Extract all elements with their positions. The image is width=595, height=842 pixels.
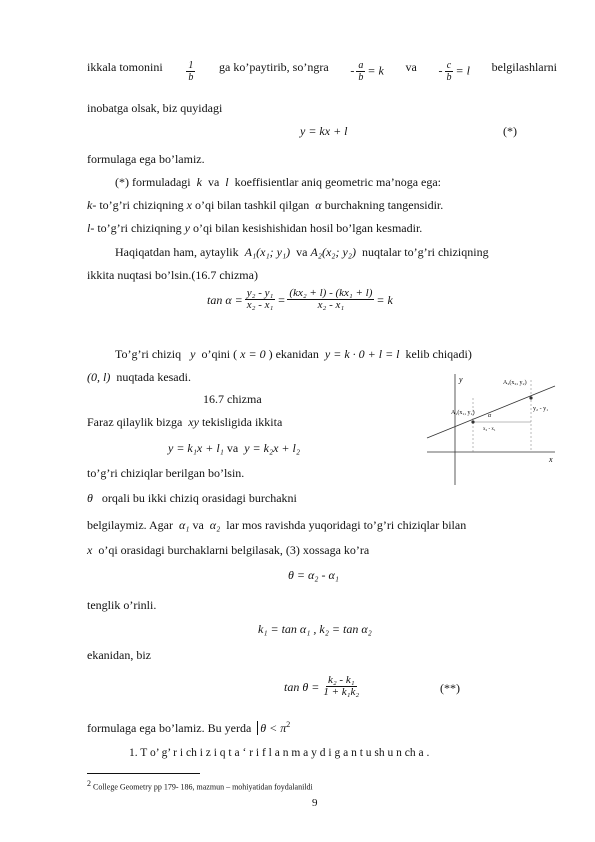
text-line-17: tenglik o’rinli. <box>87 598 157 612</box>
text-line-14: θ orqali bu ikki chiziq orasidagi burchakni <box>87 491 297 505</box>
fraction-one-over-b: $\frac{1}{b}$ <box>188 60 194 83</box>
figure-16-7 <box>423 370 558 490</box>
text-line-18: ekanidan, biz <box>87 648 151 662</box>
equation-line-form: y = kx + l <box>300 124 348 138</box>
footnote-rule <box>87 773 200 774</box>
text-line-9: To’g’ri chiziq y o’qini ( x = 0 ) ekanidan y = k · 0 + l = l kelib chiqadi) <box>115 347 472 361</box>
point-a1 <box>471 420 474 423</box>
label-angle: α <box>488 413 492 419</box>
page-number: 9 <box>312 797 318 809</box>
text-line-19: formulaga ega bo’lamiz. Bu yerda $\theta < \pi^2$ <box>87 720 291 735</box>
expr-c-over-b: - $\frac{c}{b}$ = l <box>438 60 470 83</box>
text-line-8: ikkita nuqtasi bo’lsin.(16.7 chizma) <box>87 268 258 282</box>
label-dx: x₂ - x₁ <box>483 427 496 432</box>
text-line-15: belgilaymiz. Agar α₁ va α₂ lar mos ravishda yuqoridagi to’g’ri chiziqlar bilan <box>87 518 467 532</box>
text-line-4: (*) formuladagi k va l koeffisientlar aniq geometric ma’noga ega: <box>115 175 442 189</box>
text-line-16: x o’qi orasidagi burchaklarni belgilasak, (3) xossaga ko’ra <box>87 543 370 557</box>
footnote-reference: 2 <box>286 720 291 729</box>
footnote: $^2$ College Geometry pp 179- 186, mazmun – mohiyatidan foydalanildi <box>87 779 313 792</box>
text-line-2: inobatga olsak, biz quyidagi <box>87 101 223 115</box>
equation-theta: θ = α₂ - α₁ <box>288 568 339 582</box>
point-a2 <box>529 396 532 399</box>
text-line-13: to’g’ri chiziqlar berilgan bo’lsin. <box>87 466 245 480</box>
equation-tan-alpha: tan α = $\frac{\text{y₂ - y₁}}{\text{x₂ - x₁}}$ = $\frac{\text{(kx₂ + l) - (kx₁ + l)}}{\text{x₂ - x₁}}$ = k <box>207 287 393 311</box>
text-line-3: formulaga ega bo’lamiz. <box>87 152 205 166</box>
figure-caption: 16.7 chizma <box>203 392 262 406</box>
axis-label-x: x <box>549 455 553 464</box>
equation-k-tan: k₁ = tan α₁ , k₂ = tan α₂ <box>258 622 372 636</box>
text-line-6: l- to’g’ri chiziqning y o’qi bilan kesishishidan hosil bo’lgan kesmadir. <box>87 221 423 235</box>
text-line-10: (0, l) nuqtada kesadi. <box>87 370 191 384</box>
expr-a-over-b: - $\frac{a}{b}$ = k <box>350 60 384 83</box>
text-line-7: Haqiqatdan ham, aytaylik A₁(x₁; y₁) va A₂(x₂; y₂) nuqtalar to’g’ri chiziqning <box>115 245 489 259</box>
text-line-11: Faraz qilaylik bizga xy tekisligida ikkita <box>87 415 283 429</box>
label-dy: y₂ - y₁ <box>533 406 549 412</box>
text-line-12: y = k₁x + l₁ va y = k₂x + l₂ <box>168 441 301 455</box>
axis-label-y: y <box>459 375 463 384</box>
equation-tan-theta: tan θ = $\frac{\text{k₂ - k₁}}{\text{1 + k₁k₂}}$ <box>284 674 360 698</box>
label-a1: A₁(x₁, y₁) <box>451 410 475 416</box>
text-line-5: k- to’g’ri chiziqning x o’qi bilan tashkil qilgan α burchakning tangensidir. <box>87 198 444 212</box>
equation-number-star: (*) <box>503 124 517 138</box>
text-line-20: 1. T o’ g’ r i ch i z i q t a ‘ r i f l a n m a y d i g a n t u sh u n ch a . <box>129 747 430 759</box>
equation-number-double-star: (**) <box>440 681 460 695</box>
text-line-1: ikkala tomonini $\frac{1}{b}$ ga ko’paytirib, so’ngra - $\frac{a}{b}$ = k va - $\frac{c}{b}$ = l belgilashlarni <box>87 60 557 83</box>
label-a2: A₂(x₂, y₂) <box>503 380 527 386</box>
